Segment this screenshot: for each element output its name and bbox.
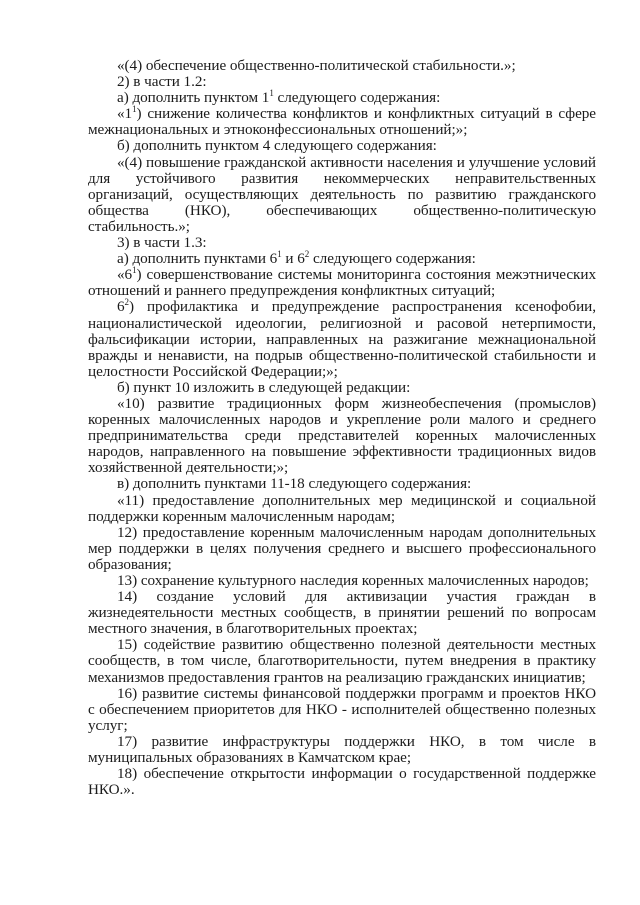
paragraph-item-18 (88, 766, 596, 798)
paragraph-text: «6 (117, 266, 133, 284)
paragraph-item-14 (88, 589, 596, 637)
paragraph-text: 16) развитие системы финансовой поддержки программ и проектов НКО с обеспечением приоритетов для НКО - исполнителей общественно полезных услуг; (88, 684, 596, 734)
paragraph-item-13 (88, 573, 596, 589)
paragraph-text: 14) создание условий для активизации участия граждан в жизнедеятельности местных сообществ, в принятии решений по вопросам местного значения, в благотворительных проектах; (88, 588, 596, 638)
paragraph-text: «1 (117, 105, 133, 123)
superscript: 1 (132, 104, 137, 115)
superscript: 2 (304, 249, 310, 260)
paragraph-text: б) пункт 10 изложить в следующей редакции: (117, 378, 411, 396)
paragraph-add-items-11-18 (88, 476, 596, 492)
paragraph-text: 6 (117, 298, 125, 316)
paragraph-part-1-3-heading (88, 235, 596, 251)
paragraph-text: 13) сохранение культурного наследия коренных малочисленных народов; (117, 572, 589, 589)
superscript: 1 (132, 265, 137, 276)
paragraph-text: ) совершенствование системы мониторинга состояния межэтнических отношений и раннего предупреждения конфликтных ситуаций; (88, 266, 596, 300)
paragraph-text: а) дополнить пунктами 6 (117, 250, 278, 268)
paragraph-part1-item4 (88, 58, 596, 74)
paragraph-text: и 6 (281, 250, 305, 268)
paragraph-text: «11) предоставление дополнительных мер медицинской и социальной поддержки коренным малочисленным народам; (88, 491, 596, 525)
paragraph-item-4-text (88, 155, 596, 235)
paragraph-text: ) снижение количества конфликтов и конфликтных ситуаций в сфере межнациональных и этноконфессиональных отношений;»; (88, 105, 596, 139)
paragraph-item-16 (88, 686, 596, 734)
paragraph-item-15 (88, 637, 596, 685)
paragraph-text: в) дополнить пунктами 11-18 следующего содержания: (117, 475, 472, 493)
paragraph-add-item-1-1 (88, 90, 596, 106)
paragraph-text: следующего содержания: (309, 250, 476, 268)
paragraph-text: «10) развитие традиционных форм жизнеобеспечения (промыслов) коренных малочисленных народов и укрепление роли малого и среднего предпринимательства среди представителей коренных малочисленных народов, направленного на повышение эффективности традиционных видов хозяйственной деятельности;»; (88, 394, 596, 477)
paragraph-text: «(4) обеспечение общественно-политической стабильности.»; (117, 57, 516, 74)
paragraph-item-12 (88, 525, 596, 573)
paragraph-text: б) дополнить пунктом 4 следующего содержания: (117, 137, 437, 155)
paragraph-add-item-4 (88, 138, 596, 154)
paragraph-item-6-1-text (88, 267, 596, 299)
superscript: 2 (124, 297, 129, 308)
paragraph-item-1-1-text (88, 106, 596, 138)
document-body (88, 58, 596, 798)
paragraph-add-items-6-1-6-2 (88, 251, 596, 267)
paragraph-item-11 (88, 493, 596, 525)
paragraph-item-10-text (88, 396, 596, 476)
superscript: 1 (277, 249, 282, 260)
paragraph-text: 15) содействие развитию общественно полезной деятельности местных сообществ, в том числе, благотворительности, путем внедрения в практику механизмов предоставления грантов на реализацию гражданских инициатив; (88, 636, 596, 686)
paragraph-text: 12) предоставление коренным малочисленным народам дополнительных мер поддержки в целях получения среднего и высшего профессионального образования; (88, 523, 596, 573)
paragraph-text: 17) развитие инфраструктуры поддержки НКО, в том числе в муниципальных образованиях в Камчатском крае; (88, 732, 596, 767)
paragraph-part-1-2-heading (88, 74, 596, 90)
paragraph-text: 2) в части 1.2: (117, 73, 207, 91)
paragraph-text: 18) обеспечение открытости информации о государственной поддержке НКО.». (88, 765, 596, 799)
paragraph-item-6-2-text (88, 299, 596, 379)
paragraph-item-10-heading (88, 380, 596, 396)
superscript: 1 (269, 88, 274, 99)
paragraph-item-17 (88, 734, 596, 766)
paragraph-text: следующего содержания: (273, 89, 441, 107)
paragraph-text: ) профилактика и предупреждение распространения ксенофобии, националистической идеологии, религиозной и расовой нетерпимости, фальсификации истории, направленных на разжигание межнациональной вражды и ненависти, на подрыв общественно-политической стабильности и целостности Российской Федерации;»; (88, 298, 596, 380)
paragraph-text: 3) в части 1.3: (117, 234, 207, 252)
paragraph-text: «(4) повышение гражданской активности населения и улучшение условий для устойчивого развития некоммерческих неправительственных организаций, осуществляющих деятельность по развитию гражданского общества (НКО), обеспечивающих общественно-политическую стабильность.»; (88, 153, 596, 235)
paragraph-text: а) дополнить пунктом 1 (117, 89, 270, 107)
